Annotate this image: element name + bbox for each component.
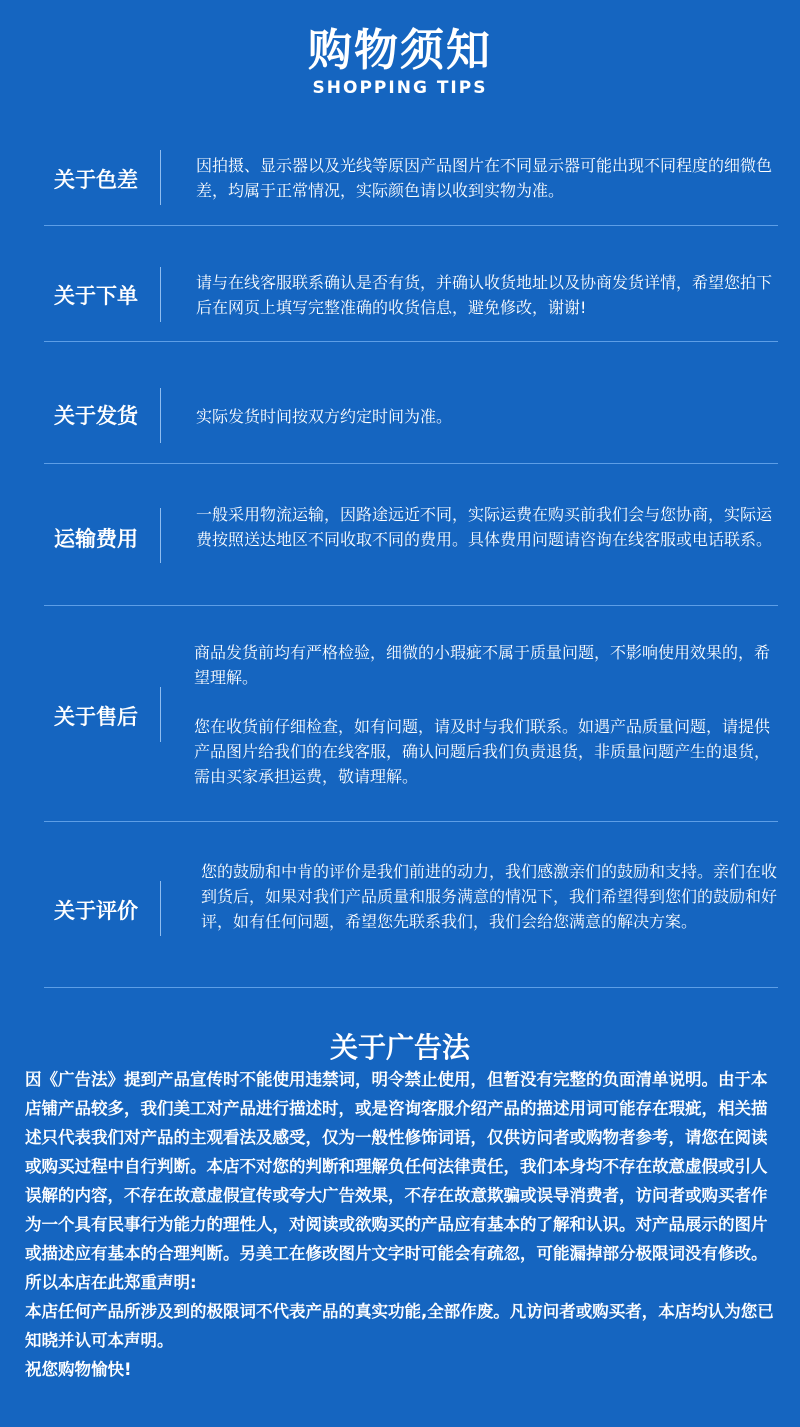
tip-text: [201, 859, 779, 934]
tip-paragraph: 您的鼓励和中肯的评价是我们前进的动力，我们感激亲们的鼓励和支持。亲们在收到货后，如果对我们产品质量和服务满意的情况下，我们希望得到您们的鼓励和好评，如有任何问题，希望您先联系我们，我们会给您满意的解决方案。: [201, 862, 778, 931]
tip-label: 关于售后: [54, 705, 138, 729]
tip-section-shipping: [44, 341, 778, 464]
ad-law-body: [25, 1065, 777, 1384]
tip-paragraph: 商品发货前均有严格检验，细微的小瑕疵不属于质量问题，不影响使用效果的，希望理解。: [194, 643, 771, 687]
tip-section-reviews: [44, 821, 778, 988]
tip-paragraph: 因拍摄、显示器以及光线等原因产品图片在不同显示器可能出现不同程度的细微色差，均属于正常情况，实际颜色请以收到实物为准。: [196, 156, 773, 200]
tip-divider: [160, 388, 161, 443]
tip-label: 关于色差: [54, 168, 138, 192]
tip-section-after-sales: [44, 605, 778, 822]
tip-divider: [160, 508, 161, 563]
tip-label: 关于评价: [54, 899, 138, 923]
tip-divider: [160, 267, 161, 322]
tip-text: [196, 502, 776, 552]
tip-text: [194, 640, 774, 789]
ad-law-paragraph: 所以本店在此郑重声明:: [25, 1273, 197, 1292]
ad-law-paragraph: 本店任何产品所涉及到的极限词不代表产品的真实功能,全部作废。凡访问者或购买者，本店均认为您已知晓并认可本声明。: [25, 1302, 774, 1350]
tip-divider: [160, 687, 161, 742]
tip-paragraph: 实际发货时间按双方约定时间为准。: [196, 407, 453, 426]
page-subtitle: SHOPPING TIPS: [312, 78, 488, 98]
tip-label: 关于发货: [54, 404, 138, 428]
tip-section-transport-fee: [44, 463, 778, 606]
tip-divider: [160, 150, 161, 205]
tip-section-ordering: [44, 225, 778, 342]
ad-law-paragraph: 祝您购物愉快!: [25, 1360, 132, 1379]
tip-paragraph: 您在收货前仔细检查，如有问题，请及时与我们联系。如遇产品质量问题，请提供产品图片给我们的在线客服，确认问题后我们负责退货，非质量问题产生的退货，需由买家承担运费，敬请理解。: [194, 717, 771, 786]
tip-paragraph: 请与在线客服联系确认是否有货，并确认收货地址以及协商发货详情，希望您拍下后在网页上填写完整准确的收货信息，避免修改，谢谢!: [196, 273, 773, 317]
tip-text: [196, 404, 776, 429]
tip-paragraph: 一般采用物流运输，因路途远近不同，实际运费在购买前我们会与您协商，实际运费按照送达地区不同收取不同的费用。具体费用问题请咨询在线客服或电话联系。: [196, 505, 773, 549]
tip-label: 关于下单: [54, 284, 138, 308]
page-title: 购物须知: [308, 25, 492, 76]
ad-law-paragraph: 因《广告法》提到产品宣传时不能使用违禁词，明令禁止使用，但暂没有完整的负面清单说明。由于本店铺产品较多，我们美工对产品进行描述时，或是咨询客服介绍产品的描述用词可能存在瑕疵，相关描述只代表我们对产品的主观看法及感受，仅为一般性修饰词语，仅供访问者或购物者参考，请您在阅读或购买过程中自行判断。本店不对您的判断和理解负任何法律责任，我们本身均不存在故意虚假或引人误解的内容，不存在故意虚假宣传或夸大广告效果，不存在故意欺骗或误导消费者，访问者或购买者作为一个具有民事行为能力的理性人，对阅读或欲购买的产品应有基本的了解和认识。对产品展示的图片或描述应有基本的合理判断。另美工在修改图片文字时可能会有疏忽，可能漏掉部分极限词没有修改。: [25, 1070, 768, 1263]
ad-law-title: 关于广告法: [329, 1031, 470, 1064]
tip-text: [196, 153, 776, 203]
tip-section-color-difference: [44, 138, 778, 226]
tip-divider: [160, 881, 161, 936]
tip-label: 运输费用: [54, 527, 138, 551]
tip-text: [196, 270, 776, 320]
